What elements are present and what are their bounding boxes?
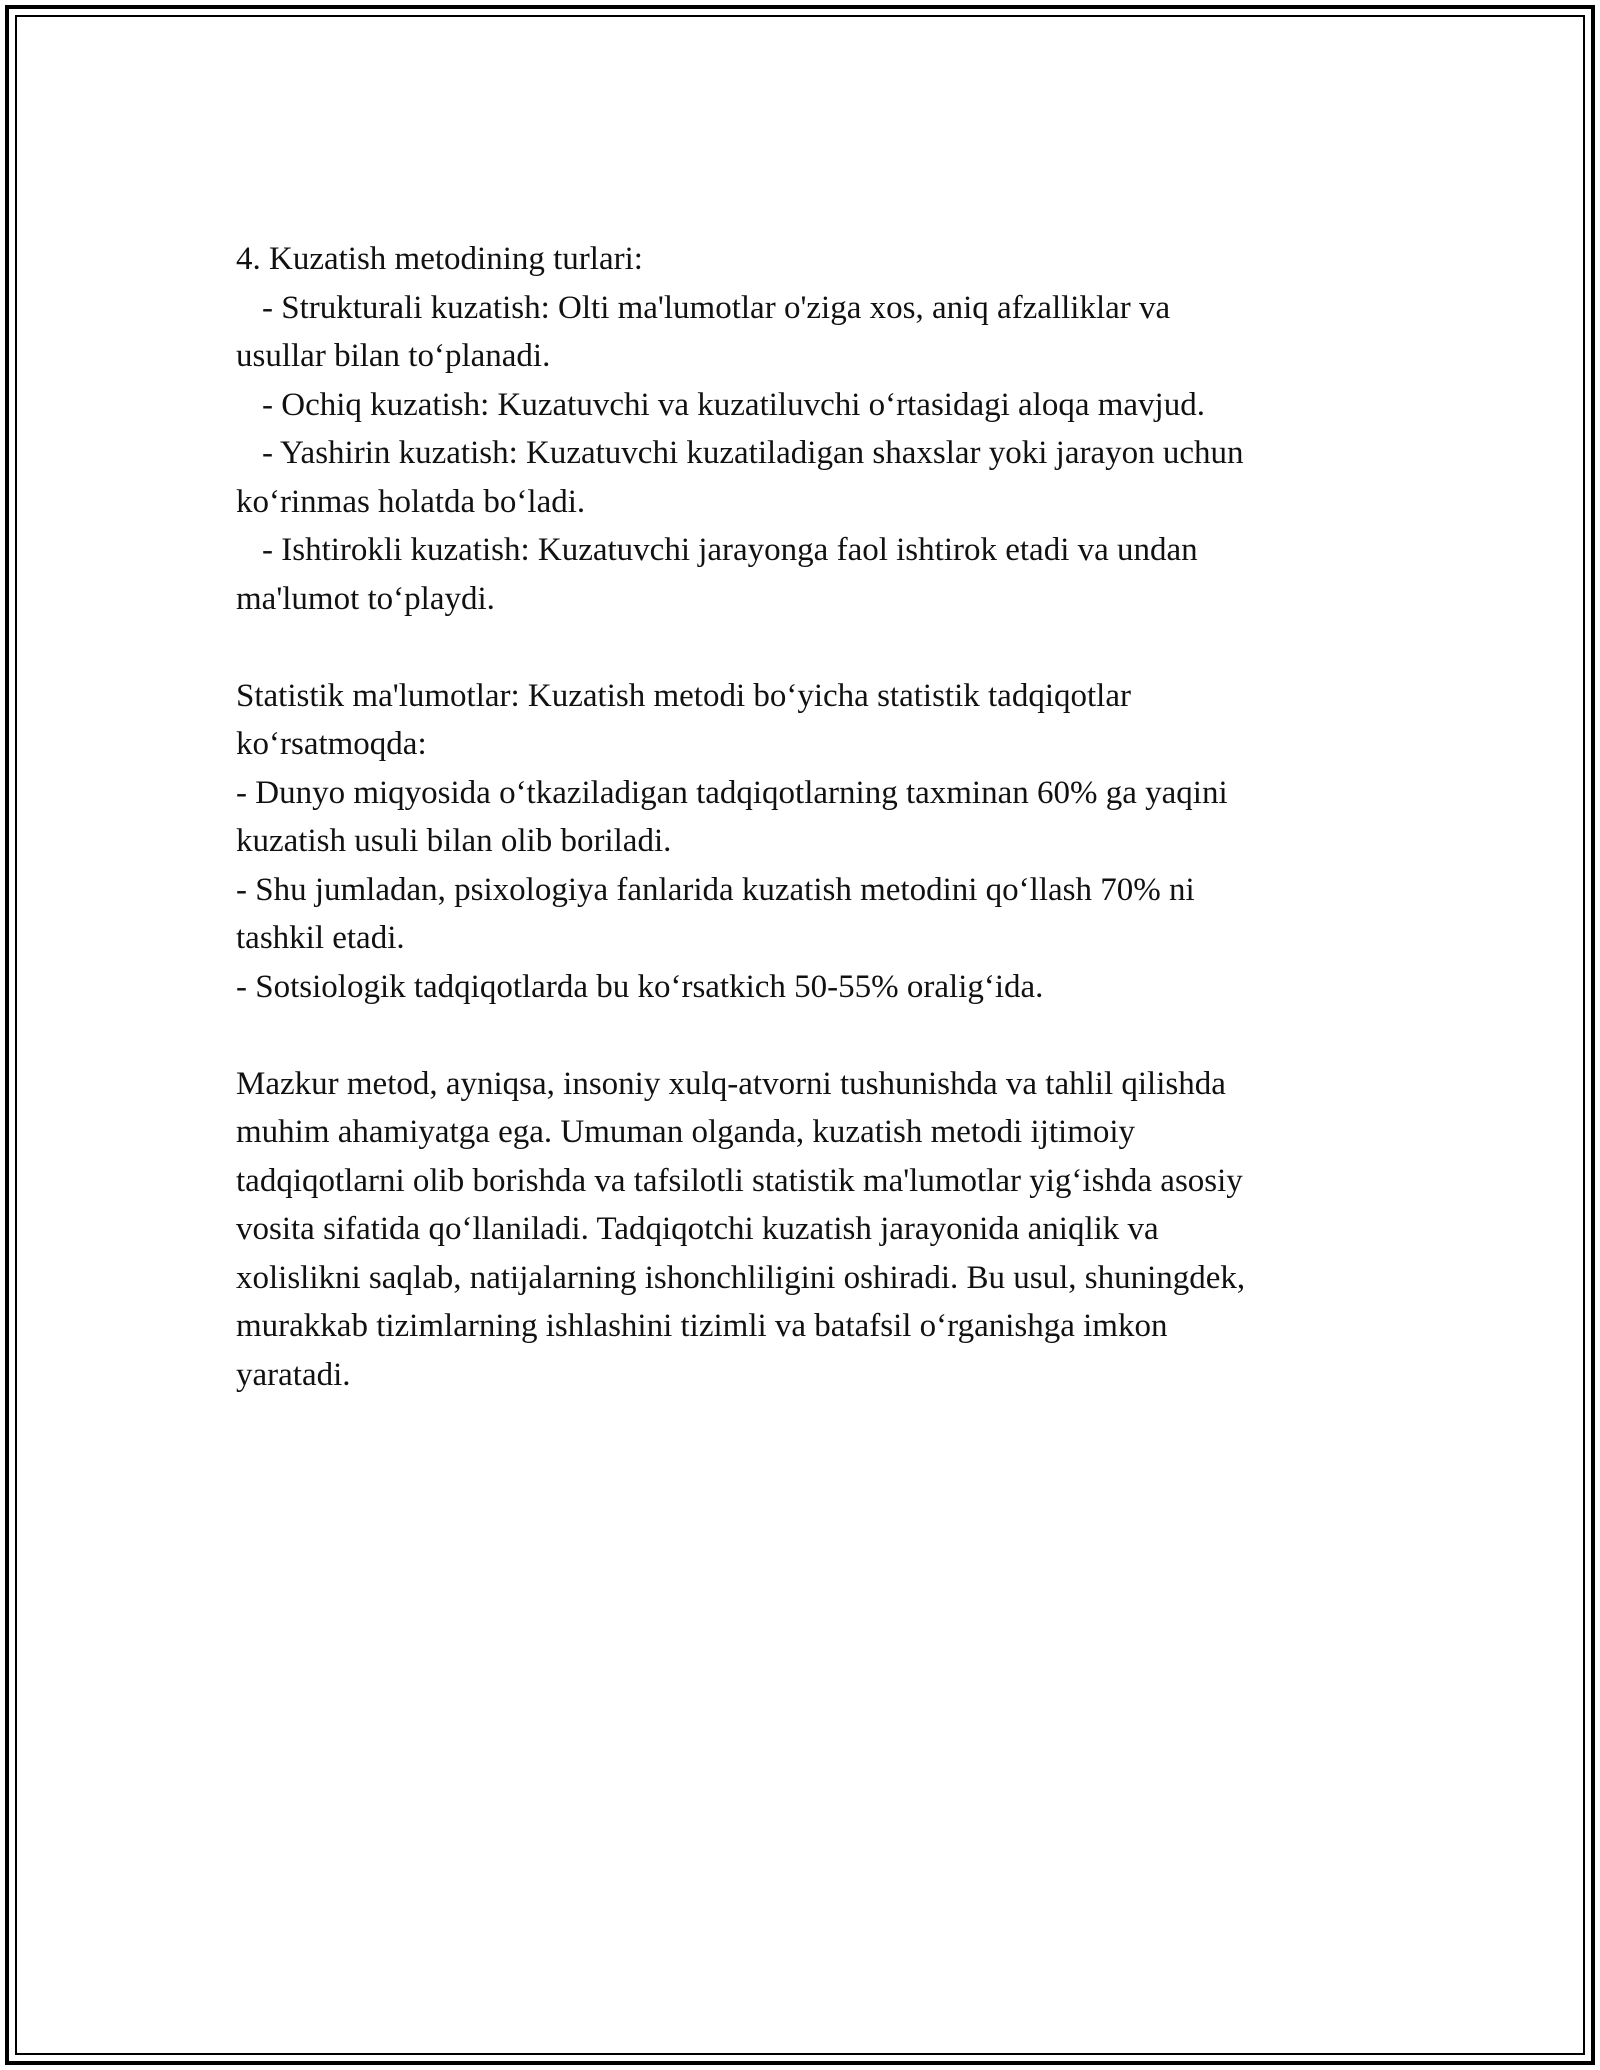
paragraph-line: tadqiqotlarni olib borishda va tafsilotli statistik ma'lumotlar yig‘ishda asosiy: [236, 1162, 1243, 1199]
paragraph-line: vosita sifatida qo‘llaniladi. Tadqiqotchi kuzatish jarayonida aniqlik va: [236, 1211, 1159, 1247]
list-item-continuation: ko‘rinmas holatda bo‘ladi.: [236, 483, 586, 520]
stat-item: - Dunyo miqyosida o‘tkaziladigan tadqiqotlarning taxminan 60% ga yaqini: [236, 774, 1228, 811]
document-body: [236, 235, 1396, 1399]
stat-item: - Shu jumladan, psixologiya fanlarida kuzatish metodini qo‘llash 70% ni: [236, 871, 1195, 908]
paragraph-line: murakkab tizimlarning ishlashini tizimli va batafsil o‘rganishga imkon: [236, 1308, 1168, 1344]
stat-item: - Sotsiologik tadqiqotlarda bu ko‘rsatkich 50-55% oralig‘ida.: [236, 968, 1044, 1005]
paragraph-line: Mazkur metod, ayniqsa, insoniy xulq-atvorni tushunishda va tahlil qilishda: [236, 1065, 1226, 1102]
statistics-paragraph: [236, 672, 1396, 1012]
list-item: - Ochiq kuzatish: Kuzatuvchi va kuzatiluvchi o‘rtasidagi aloqa mavjud.: [262, 386, 1205, 423]
section-heading: 4. Kuzatish metodining turlari:: [236, 241, 643, 277]
stat-item-continuation: kuzatish usuli bilan olib boriladi.: [236, 823, 672, 859]
paragraph-line: ko‘rsatmoqda:: [236, 726, 427, 762]
paragraph-line: Statistik ma'lumotlar: Kuzatish metodi bo‘yicha statistik tadqiqotlar: [236, 677, 1131, 714]
paragraph-line: xolislikni saqlab, natijalarning ishonchliligini oshiradi. Bu usul, shuningdek,: [236, 1259, 1246, 1296]
paragraph-line: yaratadi.: [236, 1356, 351, 1393]
observation-types-list: [236, 284, 1396, 624]
list-item: - Strukturali kuzatish: Olti ma'lumotlar o'ziga xos, aniq afzalliklar va: [262, 289, 1171, 326]
list-item: - Ishtirokli kuzatish: Kuzatuvchi jarayonga faol ishtirok etadi va undan: [262, 532, 1198, 568]
list-item-continuation: ma'lumot to‘playdi.: [236, 580, 495, 617]
paragraph-gap: [236, 1011, 1396, 1060]
stat-item-continuation: tashkil etadi.: [236, 920, 405, 956]
paragraph-line: muhim ahamiyatga ega. Umuman olganda, kuzatish metodi ijtimoiy: [236, 1114, 1136, 1150]
list-item-continuation: usullar bilan to‘planadi.: [236, 338, 551, 374]
paragraph-gap: [236, 623, 1396, 672]
conclusion-paragraph: [236, 1060, 1396, 1400]
list-item: - Yashirin kuzatish: Kuzatuvchi kuzatiladigan shaxslar yoki jarayon uchun: [262, 435, 1244, 471]
